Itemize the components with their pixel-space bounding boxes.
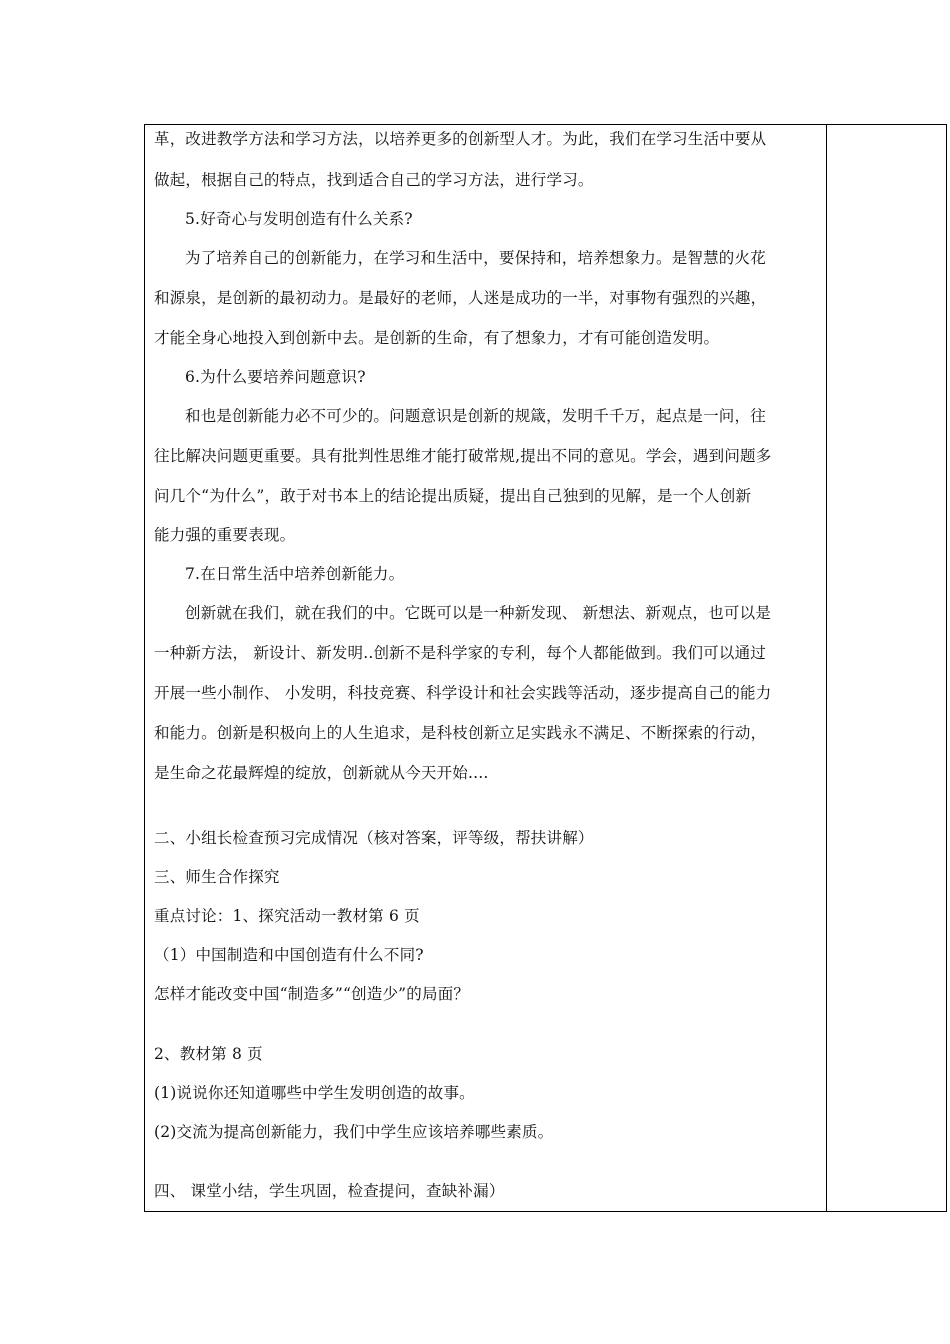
text-line: 问几个“为什么”，敢于对书本上的结论提出质疑，提出自己独到的见解，是一个人创新	[154, 487, 752, 505]
text-line: 和源泉，是创新的最初动力。是最好的老师，人迷是成功的一半，对事物有强烈的兴趣，	[154, 289, 767, 307]
question-heading: 6.为什么要培养问题意识?	[185, 368, 366, 386]
text-line: (1)说说你还知道哪些中学生发明创造的故事。	[154, 1084, 475, 1102]
text-line: 创新就在我们，就在我们的中。它既可以是一种新发现、 新想法、新观点，也可以是	[185, 604, 772, 622]
content-cell	[145, 125, 826, 1211]
text-line: 怎样才能改变中国“制造多”“创造少”的局面？	[154, 985, 470, 1003]
text-line: 一种新方法， 新设计、新发明..创新不是科学家的专利，每个人都能做到。我们可以通过	[154, 644, 766, 662]
text-line: 做起，根据自己的特点，找到适合自己的学习方法，进行学习。	[154, 171, 594, 189]
text-line: 革，改进教学方法和学习方法，以培养更多的创新型人才。为此，我们在学习生活中要从	[154, 130, 767, 148]
text-line: （1）中国制造和中国创造有什么不同?	[154, 946, 424, 964]
text-line: (2)交流为提高创新能力，我们中学生应该培养哪些素质。	[154, 1123, 554, 1141]
text-line: 能力强的重要表现。	[154, 526, 296, 544]
section-heading: 四、 课堂小结，学生巩固，检查提问，查缺补漏）	[154, 1182, 505, 1200]
text-line: 为了培养自己的创新能力，在学习和生活中，要保持和，培养想象力。是智慧的火花	[185, 249, 766, 267]
text-line: 和能力。创新是积极向上的人生追求，是科枝创新立足实践永不满足、不断探索的行动，	[154, 724, 767, 742]
text-line: 2、教材第 8 页	[154, 1045, 263, 1063]
text-line: 往比解决问题更重要。具有批判性思维才能打破常规,提出不同的意见。学会，遇到问题多	[154, 447, 772, 465]
text-line: 开展一些小制作、 小发明，科技竞赛、科学设计和社会实践等活动，逐步提高自己的能力	[154, 684, 772, 702]
question-heading: 7.在日常生活中培养创新能力。	[185, 565, 405, 583]
text-line: 是生命之花最辉煌的绽放，创新就从今天开始....	[154, 764, 489, 782]
text-line: 才能全身心地投入到创新中去。是创新的生命，有了想象力，才有可能创造发明。	[154, 329, 720, 347]
text-line: 和也是创新能力必不可少的。问题意识是创新的规箴，发明千千万，起点是一问，往	[185, 407, 766, 425]
section-heading: 二、小组长检查预习完成情况（核对答案，评等级，帮扶讲解）	[154, 829, 594, 847]
lesson-table	[144, 124, 947, 1212]
text-line: 重点讨论：1、探究活动一教材第 6 页	[154, 907, 420, 925]
question-heading: 5.好奇心与发明创造有什么关系?	[185, 210, 413, 228]
section-heading: 三、师生合作探究	[154, 868, 280, 886]
notes-cell	[827, 125, 946, 1211]
